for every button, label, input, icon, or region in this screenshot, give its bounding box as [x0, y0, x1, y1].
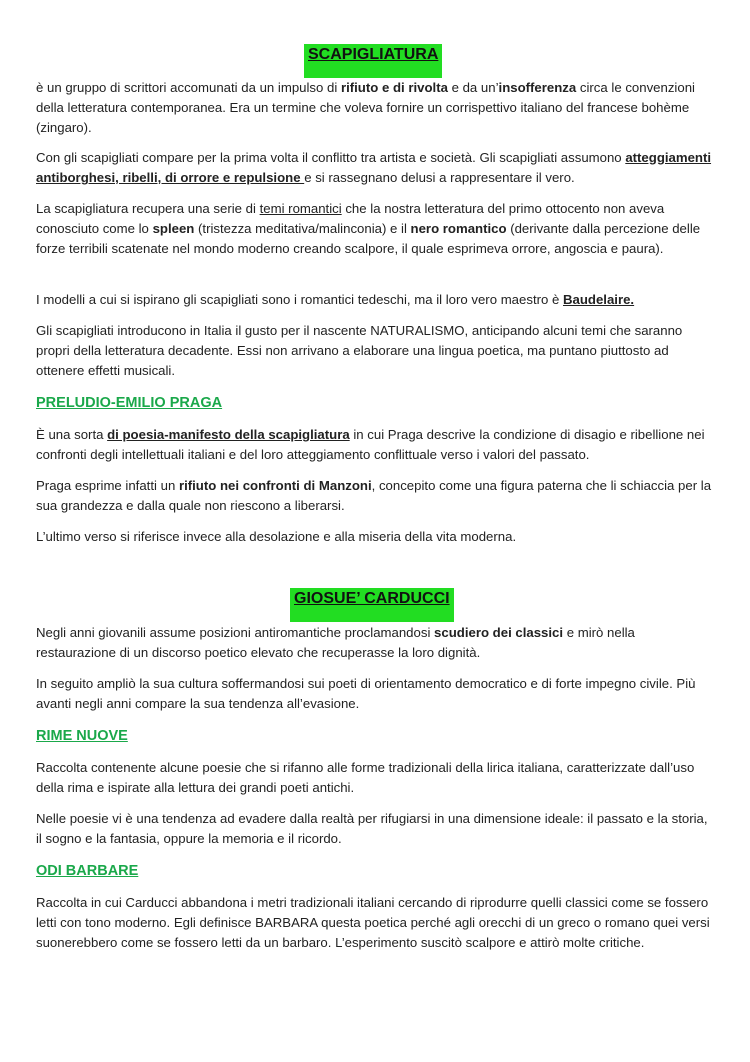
- paragraph: Praga esprime infatti un rifiuto nei confronti di Manzoni, concepito come una figura paterna che li schiaccia per la sua grandezza e dalla quale non riescono a liberarsi.: [36, 478, 712, 513]
- heading-odi-barbare: ODI BARBARE: [36, 863, 139, 879]
- paragraph: In seguito ampliò la sua cultura soffermandosi sui poeti di orientamento democratico e di forte impegno civile. Più avanti negli anni compare la sua tendenza all’evasione.: [36, 676, 696, 711]
- paragraph: È una sorta di poesia-manifesto della scapigliatura in cui Praga descrive la condizione di disagio e ribellione nei confronti degli intellettuali italiani e del loro atteggiamento conflittuale verso i valori del passato.: [36, 427, 705, 462]
- paragraph: Raccolta contenente alcune poesie che si rifanno alle forme tradizionali della lirica italiana, caratterizzate dall’uso della rima e ispirate alla lettura dei grandi poeti antichi.: [36, 760, 695, 795]
- heading-rime-nuove: RIME NUOVE: [36, 728, 128, 744]
- paragraph: La scapigliatura recupera una serie di temi romantici che la nostra letteratura del primo ottocento non aveva conosciuto come lo spleen (tristezza meditativa/malinconia) e il nero romantico (derivante dalla percezione delle forze terribili scatenate nel mondo moderno creando scalpore, il quale esprimeva orrore, angoscia e paura).: [36, 201, 701, 256]
- title-carducci: GIOSUE’ CARDUCCI: [290, 588, 454, 622]
- paragraph: Con gli scapigliati compare per la prima volta il conflitto tra artista e società. Gli scapigliati assumono atteggiamenti antiborghesi, ribelli, di orrore e repulsione e si rassegnano delusi a rappresentare il vero.: [36, 150, 712, 185]
- paragraph: Negli anni giovanili assume posizioni antiromantiche proclamandosi scudiero dei classici e mirò nella restaurazione di un discorso poetico elevato che recuperasse la loro dignità.: [36, 625, 635, 660]
- paragraph: Raccolta in cui Carducci abbandona i metri tradizionali italiani cercando di riprodurre quelli classici come se fossero letti con tono moderno. Egli definisce BARBARA questa poetica perché agli orecchi di un greco o romano quei versi suonerebbero come se fossero letti da un barbaro. L’esperimento suscitò scalpore e attirò molte critiche.: [36, 895, 710, 950]
- paragraph: è un gruppo di scrittori accomunati da un impulso di rifiuto e di rivolta e da un’insofferenza circa le convenzioni della letteratura contemporanea. Era un termine che voleva fornire un corrispettivo italiano del francese bohème (zingaro).: [36, 80, 695, 135]
- heading-preludio: PRELUDIO-EMILIO PRAGA: [36, 395, 223, 411]
- paragraph: I modelli a cui si ispirano gli scapigliati sono i romantici tedeschi, ma il loro vero maestro è Baudelaire.: [36, 292, 635, 307]
- paragraph: Nelle poesie vi è una tendenza ad evadere dalla realtà per rifugiarsi in una dimensione ideale: il passato e la storia, il sogno e la fantasia, oppure la memoria e il ricordo.: [36, 811, 708, 846]
- title-scapigliatura: SCAPIGLIATURA: [304, 44, 442, 78]
- paragraph: L’ultimo verso si riferisce invece alla desolazione e alla miseria della vita moderna.: [36, 529, 517, 544]
- paragraph: Gli scapigliati introducono in Italia il gusto per il nascente NATURALISMO, anticipando alcuni temi che saranno propri della letteratura decadente. Essi non arrivano a elaborare una lingua poetica, ma puntano piuttosto ad ottenere effetti musicali.: [36, 323, 683, 378]
